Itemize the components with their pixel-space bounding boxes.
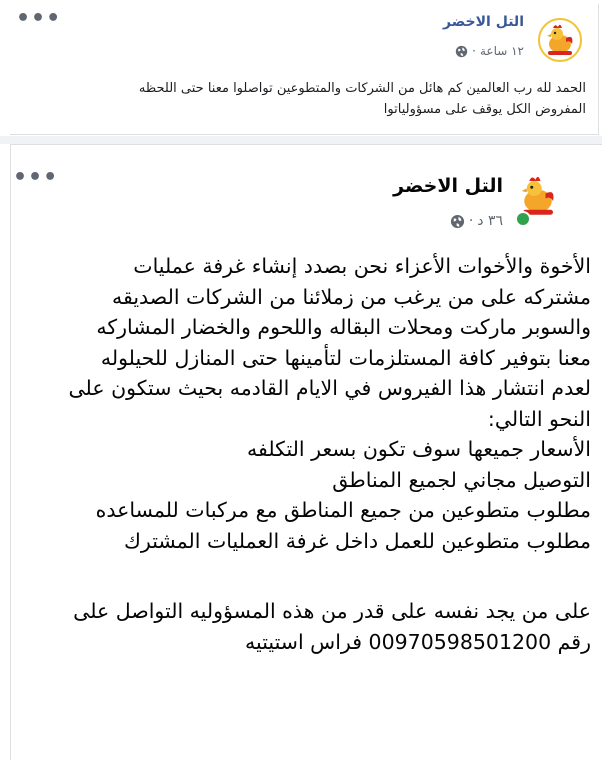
- page-name[interactable]: التل الاخضر: [443, 14, 524, 30]
- post-line: التوصيل مجاني لجميع المناطق: [332, 467, 591, 492]
- post-line: الأسعار جميعها سوف تكون بسعر التكلفه: [247, 437, 591, 461]
- online-status-dot: [515, 211, 531, 227]
- post-line: والسوبر ماركت ومحلات البقاله واللحوم والخضار المشاركه: [96, 315, 591, 339]
- post-line: لعدم انتشار هذا الفيروس في الايام القادمه بحيث ستكون على: [68, 376, 591, 400]
- post-time[interactable]: ٣٦ د: [477, 213, 503, 229]
- post-line: المفروض الكل يوقف على مسؤولياتوا: [383, 102, 586, 117]
- post-meta: [450, 213, 503, 229]
- post-body: [16, 78, 586, 120]
- paragraph-gap: [11, 556, 591, 596]
- more-options-icon[interactable]: •••: [13, 165, 59, 190]
- globe-icon[interactable]: [450, 214, 465, 229]
- more-options-icon[interactable]: •••: [16, 6, 62, 31]
- meta-separator: ·: [468, 213, 474, 229]
- post-body: [11, 251, 591, 657]
- post-line: الأخوة والأخوات الأعزاء نحن بصدد إنشاء غرفة عمليات: [133, 254, 591, 278]
- post-card-2: [10, 144, 602, 760]
- post-line: مطلوب متطوعين من جميع المناطق مع مركبات للمساعده: [95, 498, 591, 522]
- post-line: مطلوب متطوعين للعمل داخل غرفة العمليات المشترك: [124, 528, 591, 553]
- contact-line: رقم 00970598501200 فراس استيتيه: [245, 629, 591, 654]
- post-card-1: [10, 4, 599, 135]
- page-name[interactable]: التل الاخضر: [393, 175, 503, 197]
- post-line: النحو التالي:: [487, 406, 591, 431]
- post-line: معنا بتوفير كافة المستلزمات لتأمينها حتى المنازل للحيلوله: [100, 345, 591, 370]
- contact-line: على من يجد نفسه على قدر من هذه المسؤوليه التواصل على: [73, 599, 591, 623]
- meta-separator: ·: [472, 44, 476, 58]
- globe-icon[interactable]: [455, 45, 468, 58]
- post-line: مشتركه على من يرغب من زملائنا من الشركات الصديقه: [111, 284, 591, 309]
- post-line: الحمد لله رب العالمين كم هائل من الشركات والمتطوعين تواصلوا معنا حتى اللحظه: [138, 81, 586, 96]
- rooster-logo-icon: [540, 20, 580, 60]
- feed-gap: [0, 136, 602, 144]
- post-meta: [455, 44, 524, 58]
- post-time[interactable]: ١٢ ساعة: [479, 44, 524, 58]
- page-avatar[interactable]: [538, 18, 582, 62]
